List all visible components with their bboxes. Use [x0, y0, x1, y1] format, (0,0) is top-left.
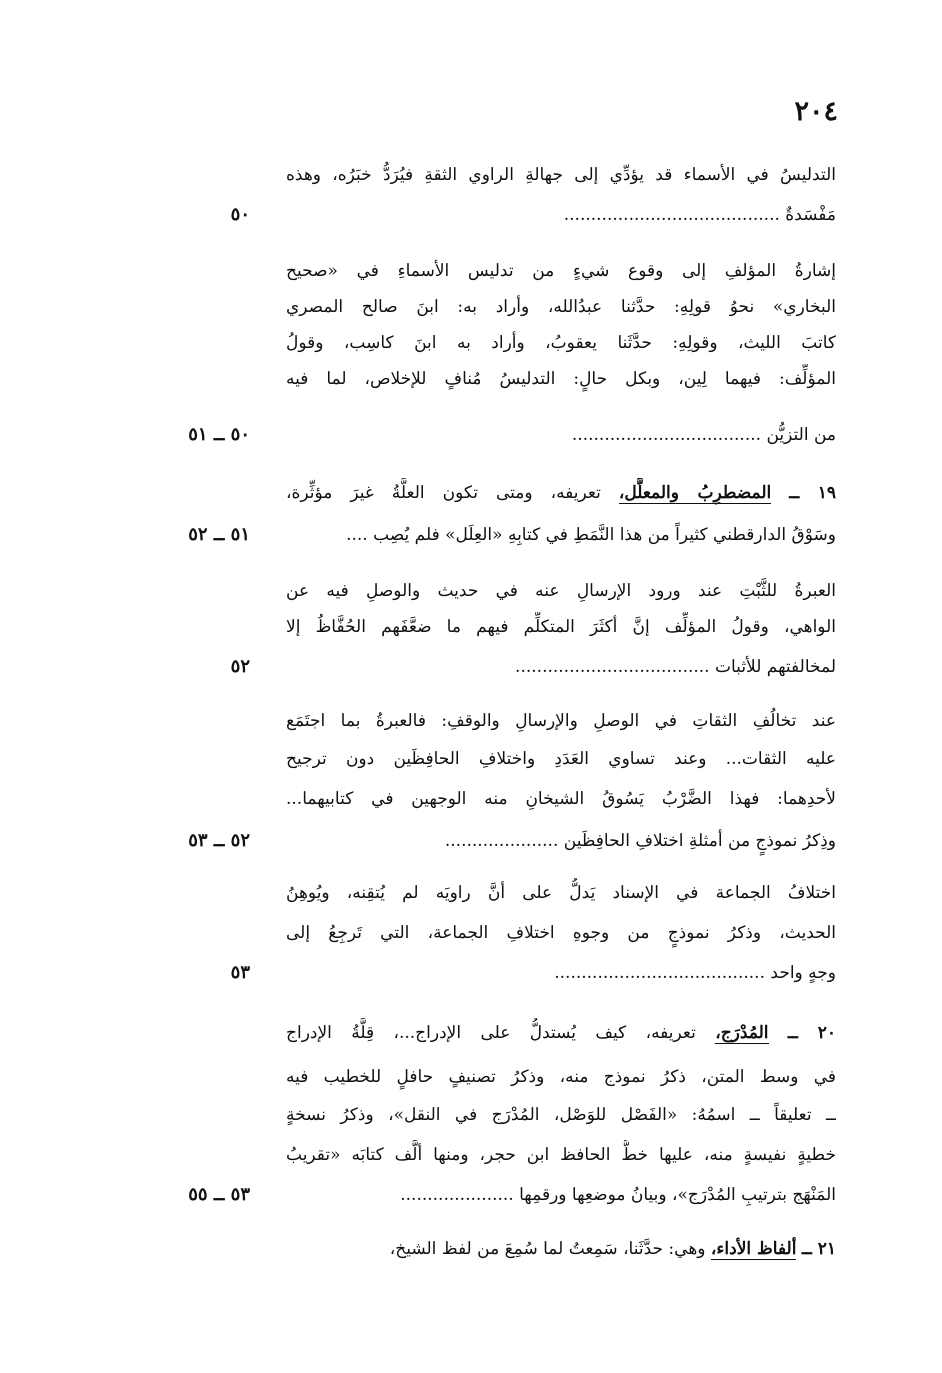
entry-number: ٢١ ــ — [801, 1239, 836, 1259]
entry-last-line — [281, 420, 836, 450]
entry-line: خطيةٍ نفيسةٍ منه، عليها خطُّ الحافظ ابن حجر، ومنها ألَّف كتابَه «تقريبُ — [286, 1145, 836, 1165]
entry-line: وسَوْقُ الدارقطني كثيراً من هذا النَّمَطِ في كتابِهِ «العِلَل» فلم يُصِب — [373, 525, 836, 545]
entry-last-line — [281, 958, 836, 988]
entry-line: تعريفه، كيف يُستدلُّ على الإدراج...، قِلَّةُ الإدراج — [286, 1023, 696, 1043]
entry-heading: المُدْرَج، — [715, 1023, 769, 1043]
page-reference: ٥٢ — [230, 656, 250, 677]
page-reference: ٥١ ــ ٥٢ — [188, 524, 250, 545]
entry-last-line — [281, 520, 836, 550]
entry-line: لأحدِهما: فهذا الضَّرْبُ يَسُوقُ الشيخانِ منه الوجهين في كتابيهما... — [286, 789, 836, 809]
entry-line: في وسط المتن، ذكرُ نموذج منه، وذكرُ تصنيفٍ حافلٍ للخطيب فيه — [286, 1067, 836, 1087]
entry-heading: ألفاظ الأداء، — [710, 1239, 797, 1259]
page-reference: ٥٠ — [230, 204, 250, 225]
entry-heading-line — [286, 1018, 836, 1048]
page-reference: ٥٠ ــ ٥١ — [188, 424, 250, 445]
entry-heading: المضطرِبُ والمعلَّل، — [618, 483, 772, 503]
entry-line: وهي: حدَّثَنا، سَمِعتُ لما سُمِعَ من لفظ الشيخ، — [389, 1239, 706, 1259]
entry-line: ــ تعليقاً ــ اسمُهُ: «الفَصْل للوَصْل، المُدْرَج في النقل»، وذكرُ نسخةٍ — [286, 1105, 836, 1125]
leader-dots: ..................... — [444, 831, 559, 851]
entry-line: وذِكرُ نموذجٍ من أمثلةِ اختلافِ الحافِظَين — [563, 831, 836, 851]
entry-last-line — [281, 826, 836, 856]
entry-line: اختلافُ الجماعة في الإسناد يَدلُّ على أنَّ راويَه لم يُتقِنه، ويُوهِنُ — [286, 883, 836, 903]
page-reference: ٥٣ ــ ٥٥ — [188, 1184, 250, 1205]
leader-dots: ....................................... — [554, 963, 765, 983]
entry-last-line — [281, 1180, 836, 1210]
page-reference: ٥٢ ــ ٥٣ — [188, 830, 250, 851]
entry-line: الواهي، وقولُ المؤلِّف إنَّ أكثَرَ المتكلِّم فيهم ما ضعَّفَهم الحُفَّاظُ إلا — [286, 617, 836, 637]
entry-line: عليه الثقات... وعند تساوي العَدَدِ واختلافِ الحافِظَين دون ترجيح — [286, 749, 836, 769]
entry-heading-line — [286, 1234, 836, 1264]
entry-line: الحديث، وذكرُ نموذجٍ من وجوهِ اختلافِ الجماعة، التي تَرجِعُ إلى — [286, 923, 836, 943]
leader-dots: .................................... — [515, 657, 710, 677]
entry-heading-line — [286, 478, 836, 508]
entry-last-line — [281, 200, 836, 230]
leader-dots: .... — [346, 525, 368, 545]
leader-dots: ................................... — [571, 425, 762, 445]
entry-line: لمخالفتهم للأثبات — [715, 657, 836, 677]
entry-number: ٢٠ ــ — [787, 1023, 836, 1043]
entry-line: التدليسُ في الأسماء قد يؤدِّي إلى جهالةِ الراوي الثقةِ فيُرَدُّ خبَرُه، وهذه — [286, 165, 836, 185]
entry-line: مَفْسَدةٌ — [785, 205, 836, 225]
entry-line: البخاري» نحوُ قولِهِ: حدَّثنا عبدُالله، وأراد به: ابنَ صالح المصري — [286, 297, 836, 317]
entry-number: ١٩ ــ — [789, 483, 836, 503]
entry-line: عند تخالُفِ الثقاتِ في الوصلِ والإرسالِ والوقفِ: فالعبرةُ بما اجتَمَع — [286, 711, 836, 731]
leader-dots: ........................................ — [563, 205, 780, 225]
entry-line: تعريفه، ومتى تكون العلَّةُ غيرَ مؤثِّرة، — [286, 483, 601, 503]
entry-line: كاتبَ الليث، وقولِهِ: حدَّثَنا يعقوبُ، وأراد به ابنَ كاسِب، وقولُ — [286, 333, 836, 353]
entry-line: إشارةُ المؤلفِ إلى وقوع شيءٍ من تدليس الأسماءِ في «صحيح — [286, 261, 836, 281]
entry-line: وجهٍ واحد — [770, 963, 836, 983]
entry-last-line — [281, 652, 836, 682]
entry-line: العبرةُ للثَّبْتِ عند ورود الإرسالِ عنه في حديث والوصلِ فيه عن — [286, 581, 836, 601]
entry-line: المؤلِّف: فيهما لِين، وبكل حالٍ: التدليسُ مُنافٍ للإخلاص، لما فيه — [286, 369, 836, 389]
entry-line: المَنْهَج بترتيبِ المُدْرَج»، وبيانُ موضعِها ورقمِها — [519, 1185, 836, 1205]
page-number: ٢٠٤ — [794, 96, 838, 127]
leader-dots: ..................... — [400, 1185, 514, 1205]
page-reference: ٥٣ — [230, 962, 250, 983]
entry-line: من التزيُّن — [766, 425, 836, 445]
